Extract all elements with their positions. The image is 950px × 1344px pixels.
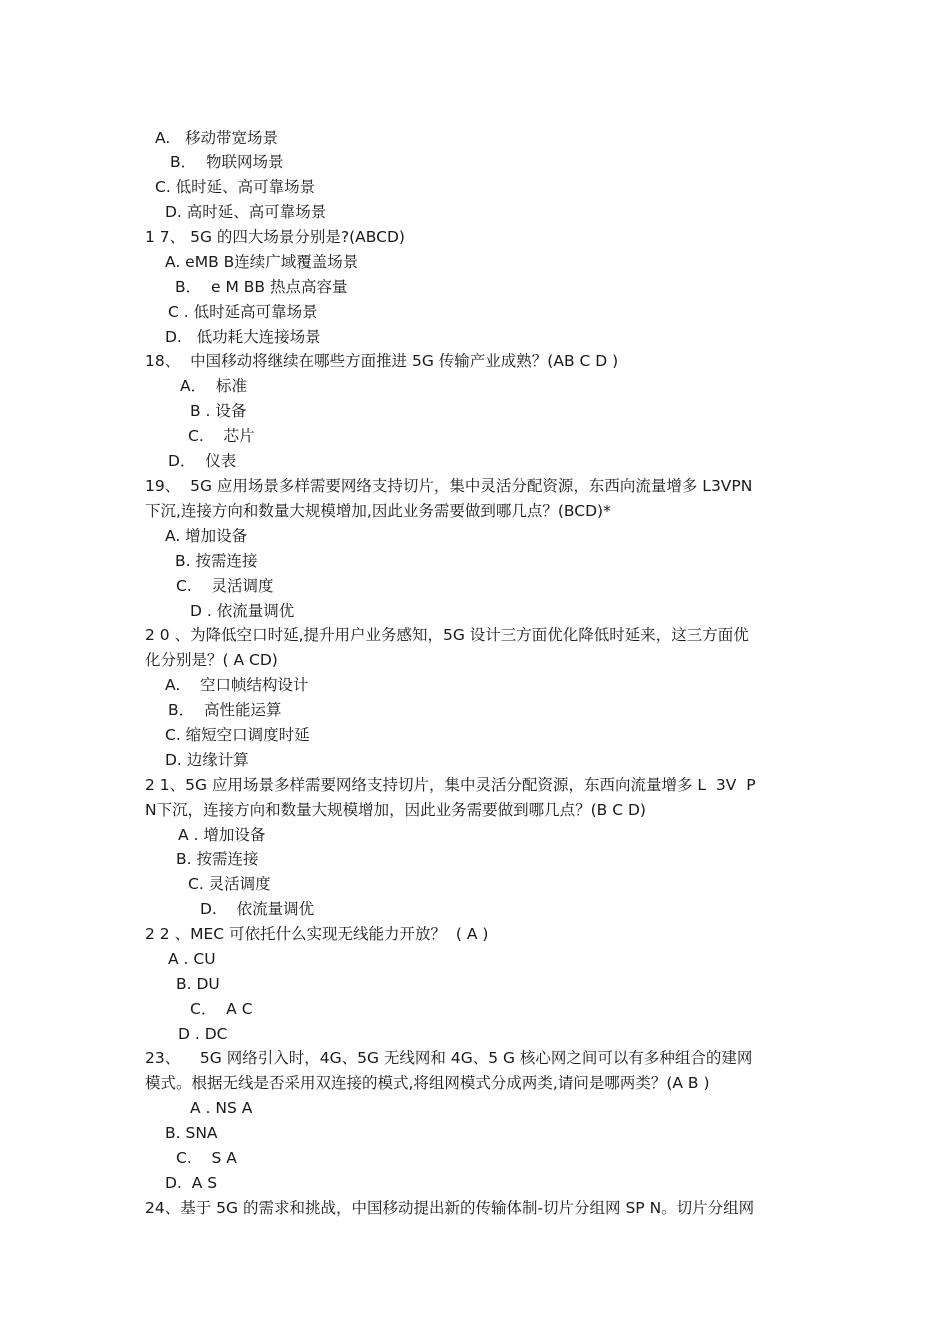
option-a-line: A． 标准 — [180, 377, 247, 395]
option-a-line: A . CU — [168, 950, 216, 968]
option-b-line: B . 设备 — [190, 402, 247, 420]
question-24: 24、基于 5G 的需求和挑战，中国移动提出新的传输体制-切片分组网 SP N。切片分组网 — [145, 1199, 755, 1217]
option-d-line: D． 仪表 — [168, 452, 237, 470]
question-22: 2 2 、MEC 可依托什么实现无线能力开放？ ( A ) — [145, 925, 489, 943]
question-19-cont: 下沉,连接方向和数量大规模增加,因此业务需要做到哪几点？(BCD)* — [145, 502, 611, 520]
option-d-line: D . 依流量调优 — [190, 602, 295, 620]
option-c-line: C. 灵活调度 — [188, 875, 271, 893]
option-a-line: A. 空口帧结构设计 — [165, 676, 309, 694]
option-a-line: A . NS A — [190, 1099, 253, 1117]
option-d-line: D. 边缘计算 — [165, 751, 249, 769]
option-c-line: C. 缩短空口调度时延 — [165, 726, 310, 744]
option-d-line: D. 依流量调优 — [200, 900, 315, 918]
option-b-line: B. SNA — [165, 1124, 218, 1142]
question-20: 2 0 、为降低空口时延,提升用户业务感知，5G 设计三方面优化降低时延来，这三方面优 — [145, 626, 749, 644]
option-b-line: B. 按需连接 — [175, 552, 258, 570]
question-20-cont: 化分别是？( A CD) — [145, 651, 278, 669]
option-d-line: D . DC — [178, 1025, 228, 1043]
question-23-cont: 模式。根据无线是否采用双连接的模式,将组网模式分成两类,请问是哪两类？(A B ) — [145, 1074, 710, 1092]
option-c-line: C. 芯片 — [188, 427, 255, 445]
option-a-line: A . 增加设备 — [178, 826, 266, 844]
option-c-line: C. 低时延、高可靠场景 — [155, 178, 316, 196]
option-a-line: A. eMB B连续广域覆盖场景 — [165, 253, 359, 271]
option-d-line: D. 低功耗大连接场景 — [165, 328, 321, 346]
option-c-line: C. 灵活调度 — [176, 577, 274, 595]
question-19: 19、 5G 应用场景多样需要网络支持切片，集中灵活分配资源，东西向流量增多 L3VPN — [145, 477, 753, 495]
option-b-line: B． 物联网场景 — [170, 153, 284, 171]
option-b-line: B． e M BB 热点高容量 — [175, 278, 348, 296]
option-d-line: D. A S — [165, 1174, 218, 1192]
option-b-line: B. 按需连接 — [176, 850, 259, 868]
option-a-line: A. 增加设备 — [165, 527, 248, 545]
option-c-line: C . 低时延高可靠场景 — [168, 303, 318, 321]
option-b-line: B. DU — [176, 975, 220, 993]
question-21-cont: N下沉，连接方向和数量大规模增加，因此业务需要做到哪几点？(B C D) — [145, 801, 646, 819]
option-b-line: B． 高性能运算 — [168, 701, 282, 719]
option-c-line: C. S A — [176, 1149, 237, 1167]
question-17: 1 7、 5G 的四大场景分别是?(ABCD) — [145, 228, 405, 246]
question-18: 18、 中国移动将继续在哪些方面推进 5G 传输产业成熟？(AB C D ) — [145, 352, 619, 370]
question-23: 23、 5G 网络引入时，4G、5G 无线网和 4G、5 G 核心网之间可以有多种组合的建网 — [145, 1049, 753, 1067]
question-21: 2 1、5G 应用场景多样需要网络支持切片，集中灵活分配资源，东西向流量增多 L 3V P — [145, 776, 756, 794]
option-c-line: C． A C — [190, 1000, 253, 1018]
option-d-line: D. 高时延、高可靠场景 — [165, 203, 327, 221]
option-a-line: A. 移动带宽场景 — [155, 129, 279, 147]
